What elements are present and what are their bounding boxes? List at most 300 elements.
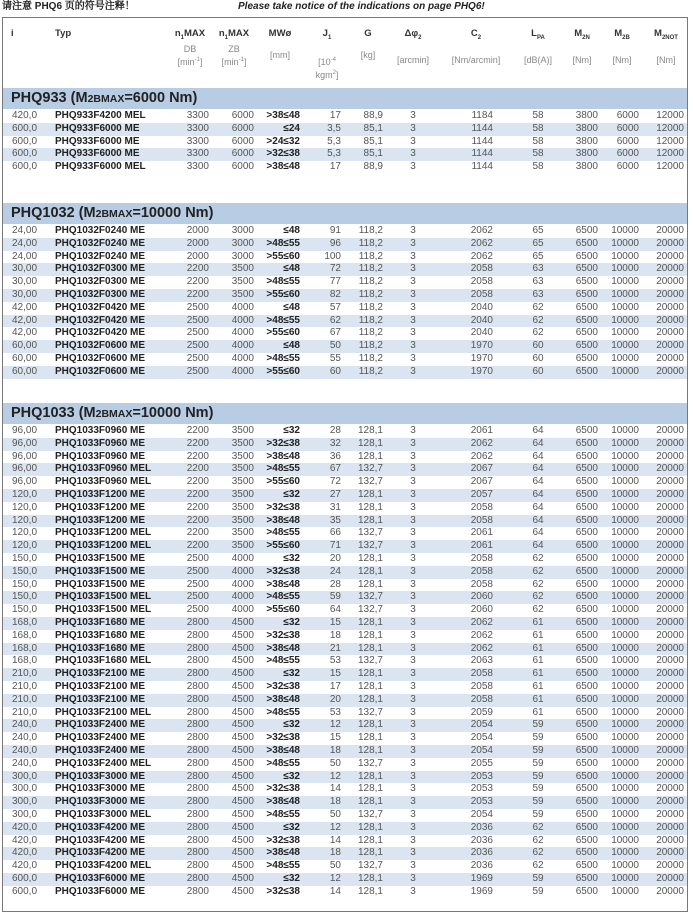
- cell-m2not: 20000: [656, 489, 684, 500]
- cell-lpa: 61: [532, 655, 544, 667]
- cell-type: PHQ1032F0300 ME: [55, 289, 146, 300]
- table-row: [3, 340, 687, 353]
- cell-type: PHQ1033F2400 ME: [55, 745, 146, 756]
- cell-weight: 132,7: [357, 527, 383, 539]
- cell-c2: 2062: [470, 617, 493, 628]
- cell-n1max-db: 2800: [186, 783, 209, 795]
- cell-j1: 5,3: [327, 148, 341, 160]
- cell-n1max-db: 2800: [186, 821, 209, 833]
- cell-weight: 118,2: [358, 365, 383, 377]
- cell-lpa: 59: [532, 796, 544, 808]
- cell-weight: 132,7: [357, 604, 383, 616]
- table-row: [3, 604, 687, 617]
- cell-c2: 2062: [470, 437, 493, 449]
- cell-backlash: 3: [410, 340, 416, 352]
- cell-type: PHQ1033F4200 ME: [55, 821, 146, 833]
- cell-type: PHQ1033F1680 ME: [55, 629, 146, 641]
- cell-m2not: 20000: [656, 327, 684, 339]
- cell-j1: 12: [329, 770, 341, 782]
- cell-backlash: 3: [410, 353, 416, 364]
- table-row: [3, 681, 687, 694]
- cell-lpa: 61: [532, 668, 544, 680]
- cell-n1max-db: 2000: [186, 225, 209, 236]
- cell-j1: 62: [329, 314, 341, 326]
- cell-ratio: 420,0: [12, 860, 38, 872]
- cell-n1max-zb: 3000: [231, 250, 254, 262]
- cell-backlash: 3: [410, 463, 416, 475]
- cell-m2n: 6500: [575, 796, 598, 808]
- cell-type: PHQ1033F2400 ME: [55, 732, 146, 744]
- cell-mw: ≤48: [283, 225, 300, 236]
- cell-m2n: 6500: [575, 681, 598, 692]
- cell-n1max-db: 2800: [186, 681, 209, 692]
- cell-j1: 50: [329, 809, 341, 820]
- cell-j1: 20: [329, 693, 341, 705]
- cell-type: PHQ1033F2100 MEL: [55, 706, 152, 718]
- cell-m2b: 10000: [611, 527, 639, 539]
- cell-m2n: 6500: [575, 353, 598, 364]
- cell-mw: ≤32: [283, 873, 300, 884]
- cell-lpa: 62: [532, 860, 544, 872]
- cell-m2n: 6500: [575, 757, 598, 769]
- cell-ratio: 96,00: [12, 476, 38, 488]
- table-row: [3, 136, 687, 149]
- cell-m2n: 6500: [575, 501, 598, 513]
- col-header-typ: Typ: [55, 28, 72, 39]
- cell-type: PHQ1033F1500 ME: [55, 553, 146, 564]
- cell-ratio: 210,0: [12, 681, 38, 692]
- cell-ratio: 24,00: [12, 225, 38, 236]
- cell-n1max-zb: 3500: [231, 514, 254, 526]
- cell-m2not: 20000: [656, 719, 684, 731]
- cell-n1max-db: 2800: [186, 706, 209, 718]
- cell-mw: >32≤38: [266, 148, 300, 160]
- cell-weight: 85,1: [363, 148, 383, 160]
- cell-m2b: 10000: [611, 565, 639, 577]
- cell-m2not: 20000: [656, 237, 684, 249]
- cell-m2n: 6500: [575, 617, 598, 628]
- cell-mw: >38≤48: [266, 796, 300, 808]
- cell-c2: 1144: [471, 161, 493, 173]
- cell-m2not: 20000: [656, 834, 684, 846]
- cell-n1max-zb: 3000: [231, 237, 254, 249]
- cell-type: PHQ1033F1200 ME: [55, 501, 146, 513]
- cell-lpa: 64: [532, 450, 544, 462]
- cell-backlash: 3: [410, 250, 416, 262]
- cell-m2n: 6500: [575, 578, 598, 590]
- cell-ratio: 420,0: [12, 110, 38, 121]
- cell-backlash: 3: [410, 706, 416, 718]
- cell-type: PHQ1032F0300 ME: [55, 276, 146, 288]
- cell-ratio: 210,0: [12, 693, 38, 705]
- cell-mw: >48≤55: [266, 655, 300, 667]
- cell-n1max-zb: 6000: [231, 122, 254, 134]
- cell-n1max-db: 2500: [186, 365, 209, 377]
- cell-type: PHQ1032F0420 ME: [55, 314, 146, 326]
- cell-weight: 128,1: [357, 873, 383, 884]
- cell-m2not: 20000: [656, 796, 684, 808]
- col-header-mw: MWø [mm]: [268, 28, 292, 60]
- cell-type: PHQ1033F1500 MEL: [55, 591, 152, 603]
- cell-j1: 96: [329, 237, 341, 249]
- cell-j1: 50: [329, 340, 341, 352]
- cell-j1: 50: [329, 757, 341, 769]
- cell-weight: 128,1: [357, 578, 383, 590]
- cell-n1max-zb: 4000: [231, 578, 254, 590]
- table-row: [3, 745, 687, 758]
- cell-c2: 2058: [470, 578, 493, 590]
- cell-c2: 2054: [470, 719, 493, 731]
- cell-n1max-db: 2500: [186, 327, 209, 339]
- cell-m2b: 10000: [611, 353, 639, 364]
- cell-mw: >38≤48: [266, 450, 300, 462]
- cell-weight: 128,1: [357, 437, 383, 449]
- cell-ratio: 300,0: [12, 783, 38, 795]
- cell-n1max-db: 2500: [186, 604, 209, 616]
- cell-c2: 1969: [470, 873, 493, 884]
- cell-m2b: 10000: [611, 250, 639, 262]
- cell-n1max-zb: 4500: [231, 732, 254, 744]
- cell-j1: 24: [329, 565, 341, 577]
- cell-ratio: 420,0: [12, 834, 38, 846]
- cell-m2n: 6500: [575, 289, 598, 300]
- table-row: [3, 476, 687, 489]
- cell-j1: 18: [329, 745, 341, 756]
- cell-m2not: 20000: [656, 289, 684, 300]
- cell-m2n: 3800: [575, 122, 598, 134]
- cell-type: PHQ1033F3000 ME: [55, 796, 146, 808]
- cell-n1max-zb: 3500: [231, 527, 254, 539]
- cell-ratio: 600,0: [12, 148, 38, 160]
- cell-type: PHQ1033F0960 MEL: [55, 476, 152, 488]
- cell-m2b: 10000: [611, 591, 639, 603]
- cell-j1: 18: [329, 847, 341, 859]
- cell-n1max-zb: 4500: [231, 629, 254, 641]
- cell-c2: 2058: [470, 693, 493, 705]
- cell-m2not: 20000: [656, 301, 684, 313]
- cell-m2not: 20000: [656, 425, 684, 436]
- cell-mw: >55≤60: [266, 289, 300, 300]
- table-row: [3, 873, 687, 886]
- cell-ratio: 420,0: [12, 821, 38, 833]
- cell-lpa: 60: [532, 353, 544, 364]
- cell-ratio: 168,0: [12, 617, 38, 628]
- cell-weight: 118,2: [358, 353, 383, 364]
- cell-m2b: 6000: [616, 122, 639, 134]
- cell-lpa: 62: [532, 565, 544, 577]
- cell-m2not: 20000: [656, 757, 684, 769]
- cell-backlash: 3: [410, 225, 416, 236]
- cell-mw: >32≤38: [266, 681, 300, 692]
- cell-ratio: 42,00: [12, 314, 38, 326]
- cell-m2not: 20000: [656, 591, 684, 603]
- cell-backlash: 3: [410, 719, 416, 731]
- cell-m2b: 10000: [611, 501, 639, 513]
- cell-weight: 88,9: [363, 110, 383, 121]
- cell-m2not: 20000: [656, 847, 684, 859]
- cell-lpa: 64: [532, 463, 544, 475]
- cell-m2n: 6500: [575, 476, 598, 488]
- cell-n1max-zb: 6000: [231, 135, 254, 147]
- cell-m2n: 6500: [575, 885, 598, 897]
- cell-ratio: 420,0: [12, 847, 38, 859]
- cell-m2b: 10000: [611, 237, 639, 249]
- cell-m2not: 20000: [656, 693, 684, 705]
- cell-ratio: 600,0: [12, 885, 38, 897]
- cell-mw: ≤48: [283, 263, 300, 275]
- cell-c2: 2062: [470, 237, 493, 249]
- cell-m2n: 6500: [575, 463, 598, 475]
- cell-mw: ≤32: [283, 719, 300, 731]
- cell-weight: 118,2: [358, 340, 383, 352]
- cell-j1: 18: [329, 796, 341, 808]
- cell-n1max-db: 2800: [186, 629, 209, 641]
- cell-m2n: 6500: [575, 301, 598, 313]
- cell-m2n: 6500: [575, 668, 598, 680]
- table-row: [3, 438, 687, 451]
- cell-ratio: 210,0: [12, 706, 38, 718]
- cell-weight: 118,2: [358, 237, 383, 249]
- cell-n1max-db: 2500: [186, 578, 209, 590]
- cell-n1max-zb: 4500: [231, 860, 254, 872]
- cell-backlash: 3: [410, 757, 416, 769]
- cell-m2not: 20000: [656, 783, 684, 795]
- cell-m2n: 6500: [575, 693, 598, 705]
- cell-mw: ≤32: [283, 553, 300, 564]
- cell-lpa: 58: [532, 110, 544, 121]
- col-header-n1max-zb: $n_1MAX$ ZB $[\min^{-1}]$: [218, 28, 250, 67]
- cell-mw: >38≤48: [266, 642, 300, 654]
- cell-type: PHQ933F6000 ME: [55, 122, 140, 134]
- col-header-n1max-db: $n_1MAX$ DB $[\min^{-1}]$: [174, 28, 206, 67]
- cell-m2n: 6500: [575, 834, 598, 846]
- cell-mw: ≤32: [283, 821, 300, 833]
- cell-type: PHQ1033F1680 ME: [55, 642, 146, 654]
- cell-c2: 2057: [470, 489, 493, 500]
- table-row: [3, 771, 687, 784]
- cell-type: PHQ1033F2400 MEL: [55, 757, 152, 769]
- cell-m2not: 20000: [656, 873, 684, 884]
- cell-m2not: 20000: [656, 655, 684, 667]
- cell-lpa: 62: [532, 847, 544, 859]
- cell-m2b: 10000: [611, 489, 639, 500]
- cell-m2n: 6500: [575, 642, 598, 654]
- cell-weight: 128,1: [357, 450, 383, 462]
- col-header-j1: $J_1$ [$10^{-4}$ kgm$^2$]: [315, 28, 339, 80]
- cell-c2: 2062: [470, 629, 493, 641]
- table-row: [3, 502, 687, 515]
- cell-mw: ≤32: [283, 770, 300, 782]
- cell-n1max-zb: 4500: [231, 642, 254, 654]
- cell-lpa: 62: [532, 553, 544, 564]
- cell-j1: 27: [329, 489, 341, 500]
- cell-n1max-zb: 3500: [231, 437, 254, 449]
- cell-weight: 132,7: [357, 809, 383, 820]
- cell-m2b: 10000: [611, 809, 639, 820]
- col-header-m2b: $M_{2B}$ [Nm]: [612, 28, 632, 65]
- cell-m2b: 10000: [611, 629, 639, 641]
- cell-n1max-db: 2200: [186, 501, 209, 513]
- cell-n1max-zb: 3500: [231, 450, 254, 462]
- cell-m2n: 6500: [575, 263, 598, 275]
- cell-m2not: 20000: [656, 617, 684, 628]
- cell-n1max-db: 2200: [186, 540, 209, 552]
- cell-m2b: 10000: [611, 604, 639, 616]
- cell-type: PHQ1033F1200 MEL: [55, 527, 152, 539]
- cell-c2: 1144: [471, 148, 493, 160]
- cell-m2n: 6500: [575, 591, 598, 603]
- cell-mw: >38≤48: [266, 514, 300, 526]
- cell-backlash: 3: [410, 437, 416, 449]
- table-row: [3, 809, 687, 822]
- cell-n1max-db: 2500: [186, 553, 209, 564]
- table-row: [3, 110, 687, 123]
- cell-m2b: 10000: [611, 476, 639, 488]
- cell-ratio: 120,0: [12, 514, 38, 526]
- cell-m2not: 20000: [656, 340, 684, 352]
- cell-type: PHQ933F6000 ME: [55, 148, 140, 160]
- cell-mw: ≤32: [283, 489, 300, 500]
- cell-weight: 132,7: [357, 706, 383, 718]
- cell-m2n: 6500: [575, 425, 598, 436]
- cell-mw: >48≤55: [266, 706, 300, 718]
- cell-m2b: 10000: [611, 314, 639, 326]
- table-row: [3, 289, 687, 302]
- table-row: [3, 707, 687, 720]
- cell-type: PHQ1033F0960 ME: [55, 450, 146, 462]
- cell-backlash: 3: [410, 655, 416, 667]
- cell-m2not: 12000: [656, 161, 684, 173]
- cell-lpa: 59: [532, 719, 544, 731]
- notice-bar: [0, 0, 693, 14]
- cell-c2: 2060: [470, 604, 493, 616]
- cell-weight: 128,1: [357, 553, 383, 564]
- cell-weight: 88,9: [363, 161, 383, 173]
- table-row: [3, 161, 687, 174]
- cell-weight: 132,7: [357, 540, 383, 552]
- cell-lpa: 59: [532, 757, 544, 769]
- cell-j1: 57: [329, 301, 341, 313]
- cell-lpa: 62: [532, 591, 544, 603]
- cell-n1max-db: 2200: [186, 476, 209, 488]
- cell-type: PHQ1032F0600 ME: [55, 340, 146, 352]
- cell-j1: 53: [329, 655, 341, 667]
- spec-table: [2, 17, 688, 912]
- cell-c2: 2058: [470, 263, 493, 275]
- cell-m2not: 20000: [656, 476, 684, 488]
- cell-weight: 132,7: [357, 655, 383, 667]
- table-row: [3, 225, 687, 238]
- cell-lpa: 58: [532, 135, 544, 147]
- cell-m2b: 10000: [611, 745, 639, 756]
- cell-mw: ≤32: [283, 425, 300, 436]
- cell-n1max-db: 2200: [186, 489, 209, 500]
- cell-m2b: 10000: [611, 681, 639, 692]
- cell-j1: 67: [329, 327, 341, 339]
- cell-m2not: 20000: [656, 263, 684, 275]
- cell-n1max-db: 2800: [186, 693, 209, 705]
- table-row: [3, 276, 687, 289]
- cell-m2not: 20000: [656, 463, 684, 475]
- cell-c2: 2062: [470, 250, 493, 262]
- cell-m2not: 20000: [656, 527, 684, 539]
- cell-lpa: 59: [532, 745, 544, 756]
- cell-type: PHQ1033F0960 ME: [55, 437, 146, 449]
- cell-n1max-zb: 6000: [231, 148, 254, 160]
- cell-n1max-zb: 4000: [231, 553, 254, 564]
- cell-lpa: 65: [532, 237, 544, 249]
- cell-m2b: 10000: [611, 225, 639, 236]
- cell-m2not: 20000: [656, 629, 684, 641]
- table-row: [3, 847, 687, 860]
- cell-lpa: 58: [532, 161, 544, 173]
- cell-n1max-zb: 3500: [231, 289, 254, 300]
- cell-m2not: 20000: [656, 681, 684, 692]
- cell-lpa: 62: [532, 327, 544, 339]
- table-row: [3, 668, 687, 681]
- cell-backlash: 3: [410, 425, 416, 436]
- cell-mw: >32≤38: [266, 783, 300, 795]
- cell-n1max-db: 2800: [186, 757, 209, 769]
- table-row: [3, 553, 687, 566]
- cell-j1: 17: [329, 161, 341, 173]
- cell-n1max-db: 2500: [186, 591, 209, 603]
- cell-j1: 17: [329, 681, 341, 692]
- cell-weight: 118,2: [358, 327, 383, 339]
- cell-backlash: 3: [410, 732, 416, 744]
- cell-c2: 2058: [470, 501, 493, 513]
- cell-type: PHQ1032F0600 ME: [55, 353, 146, 364]
- cell-backlash: 3: [410, 578, 416, 590]
- cell-c2: 2040: [470, 327, 493, 339]
- table-row: [3, 758, 687, 771]
- cell-lpa: 59: [532, 732, 544, 744]
- cell-n1max-zb: 4500: [231, 783, 254, 795]
- cell-weight: 85,1: [363, 135, 383, 147]
- cell-n1max-db: 2800: [186, 719, 209, 731]
- cell-backlash: 3: [410, 591, 416, 603]
- table-row: [3, 655, 687, 668]
- cell-n1max-zb: 3500: [231, 463, 254, 475]
- cell-j1: 12: [329, 873, 341, 884]
- cell-m2not: 20000: [656, 565, 684, 577]
- cell-m2not: 20000: [656, 860, 684, 872]
- cell-n1max-zb: 4000: [231, 591, 254, 603]
- table-row: [3, 123, 687, 136]
- cell-j1: 32: [329, 437, 341, 449]
- cell-type: PHQ1032F0420 ME: [55, 301, 146, 313]
- table-row: [3, 540, 687, 553]
- cell-lpa: 64: [532, 501, 544, 513]
- cell-lpa: 62: [532, 834, 544, 846]
- cell-m2not: 20000: [656, 885, 684, 897]
- cell-lpa: 64: [532, 489, 544, 500]
- cell-j1: 3,5: [327, 122, 341, 134]
- cell-backlash: 3: [410, 276, 416, 288]
- cell-c2: 2058: [470, 565, 493, 577]
- cell-n1max-db: 2800: [186, 745, 209, 756]
- cell-n1max-db: 2500: [186, 565, 209, 577]
- cell-n1max-zb: 4500: [231, 706, 254, 718]
- cell-type: PHQ1032F0240 ME: [55, 250, 146, 262]
- cell-m2n: 6500: [575, 847, 598, 859]
- cell-n1max-zb: 4500: [231, 821, 254, 833]
- cell-n1max-db: 2500: [186, 340, 209, 352]
- cell-m2n: 3800: [575, 148, 598, 160]
- cell-mw: ≤24: [283, 122, 300, 134]
- cell-c2: 1144: [471, 122, 493, 134]
- cell-ratio: 30,00: [12, 263, 38, 275]
